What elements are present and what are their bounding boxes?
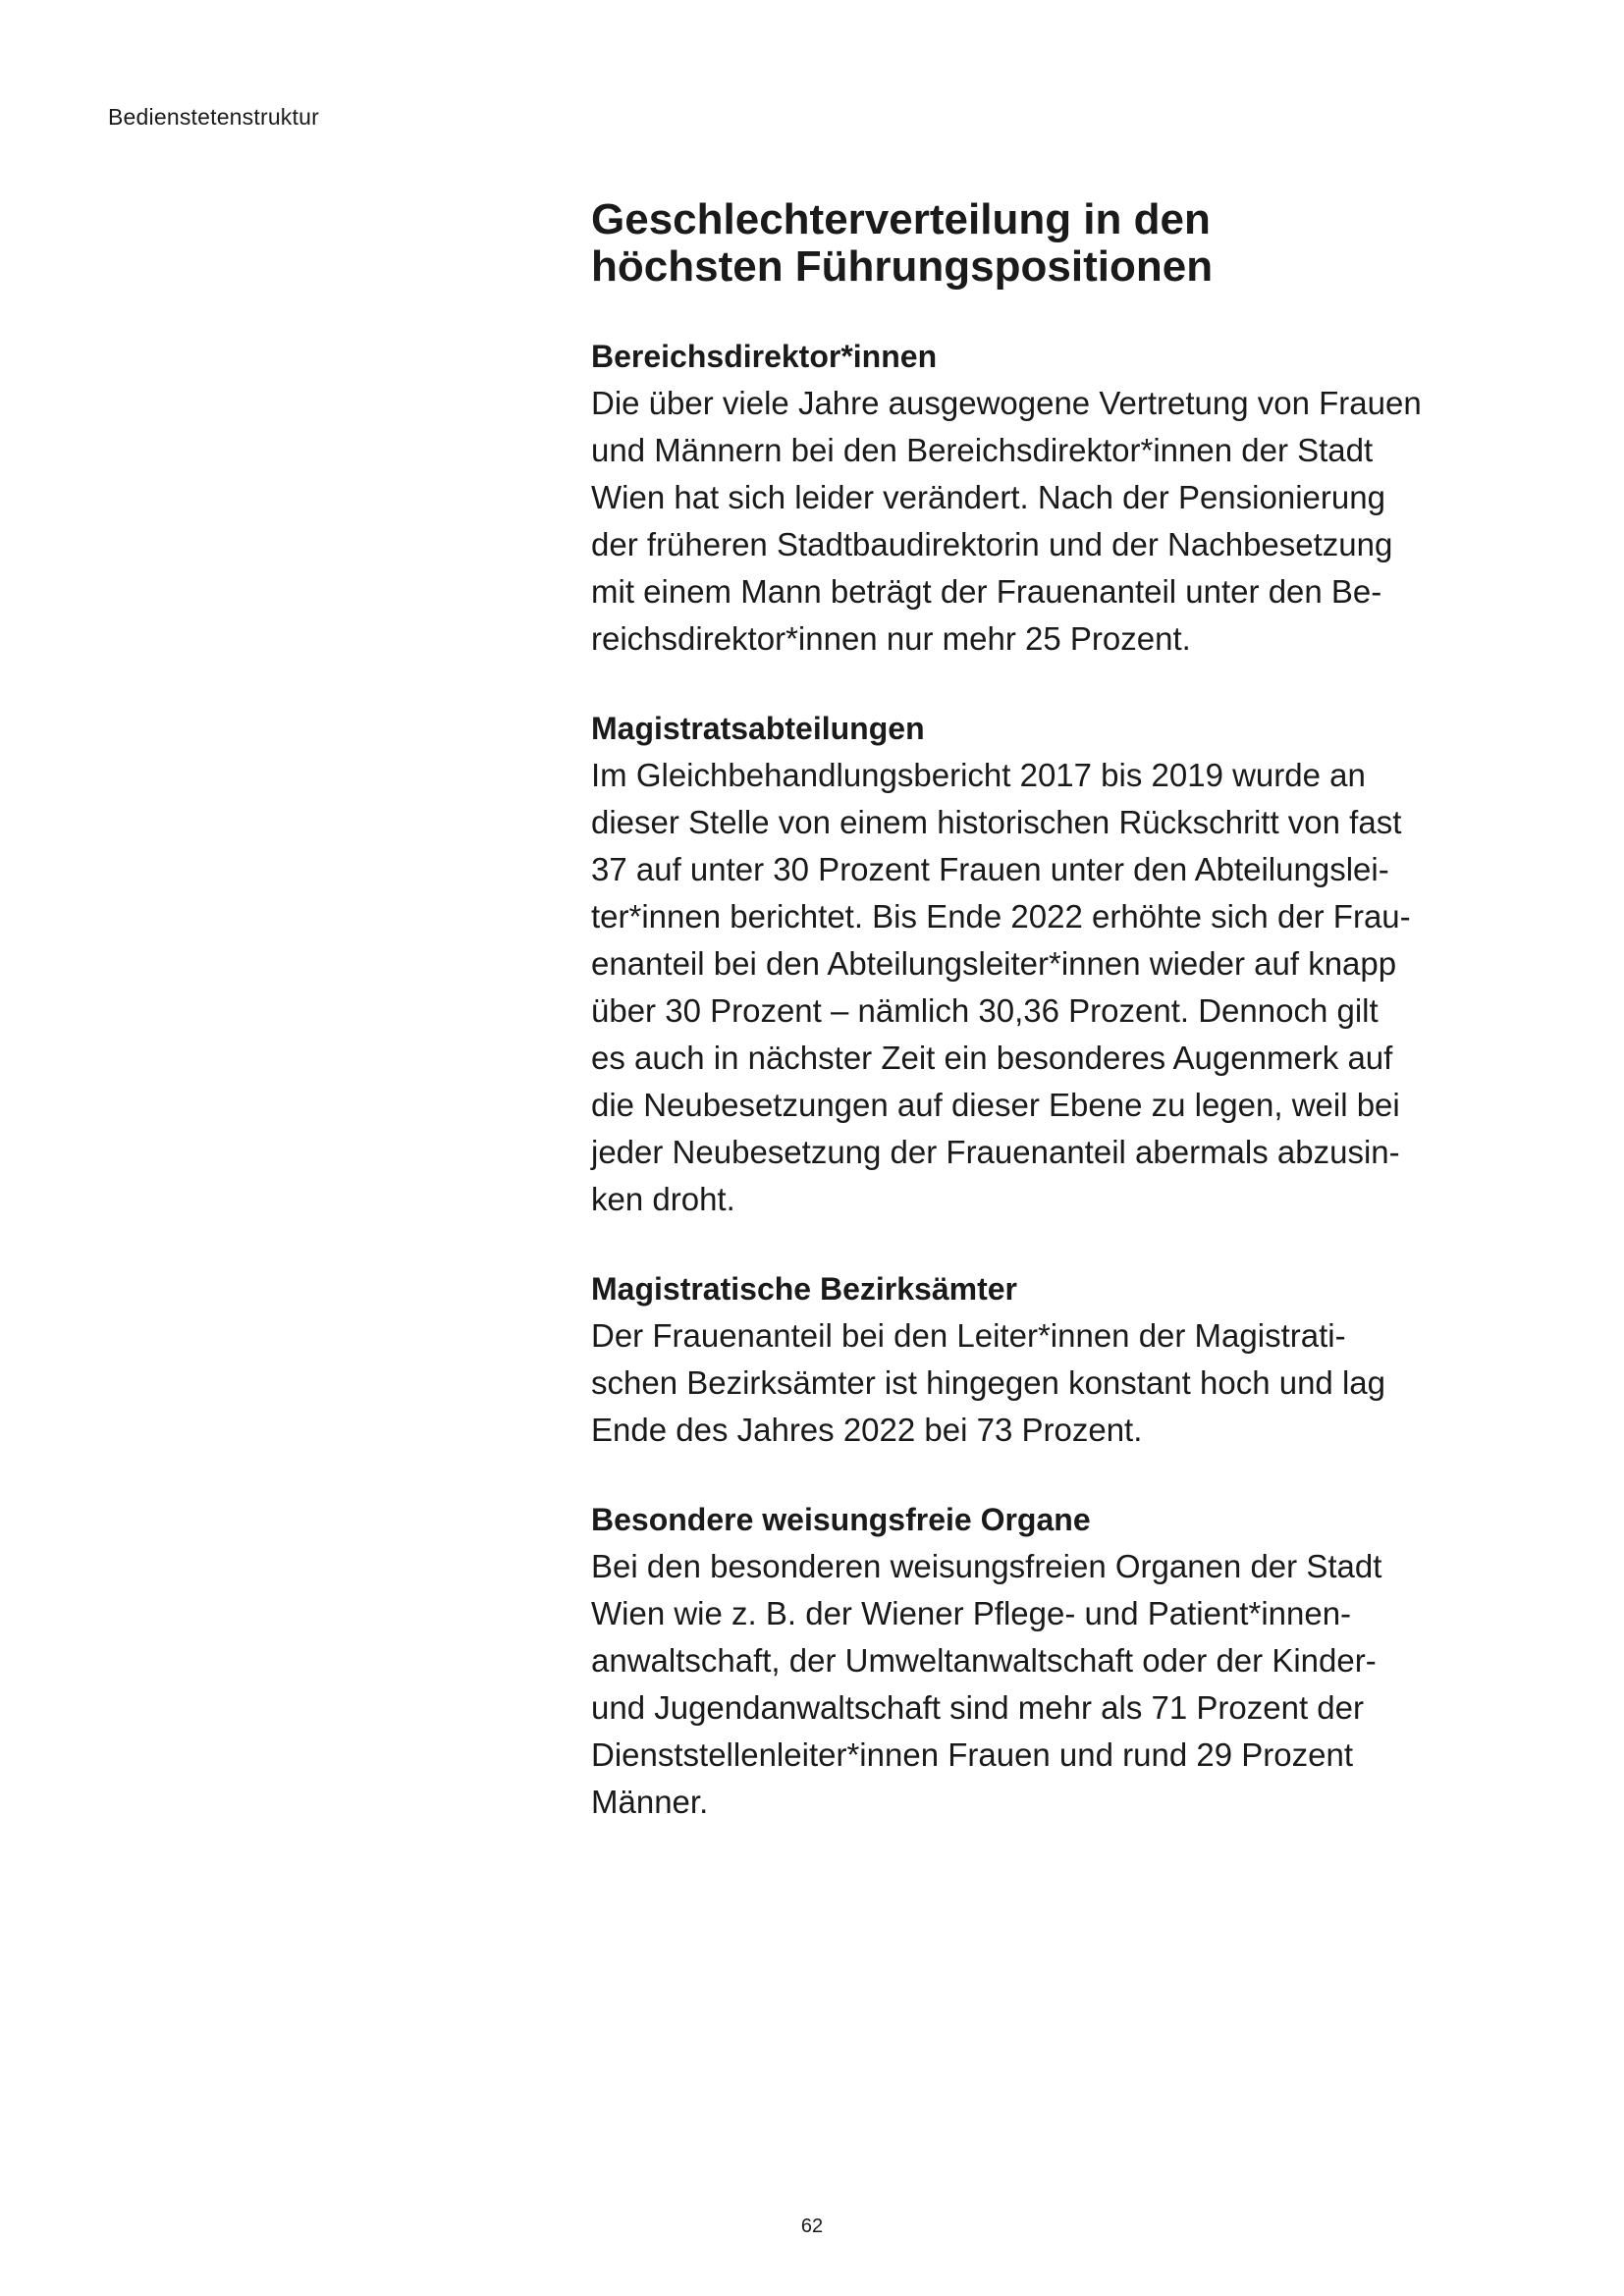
paragraph-line: der früheren Stadtbaudirektorin und der Nachbesetzung	[591, 526, 1393, 562]
paragraph-line: und Männern bei den Bereichsdirektor*innen der Stadt	[591, 432, 1374, 468]
paragraph-line: 37 auf unter 30 Prozent Frauen unter den Abteilungslei-	[591, 851, 1389, 887]
section-heading: Magistratische Bezirksämter	[591, 1271, 1017, 1307]
paragraph-line: Männer.	[591, 1784, 709, 1820]
paragraph-line: Wien hat sich leider verändert. Nach der Pensionierung	[591, 479, 1385, 515]
paragraph-line: über 30 Prozent – nämlich 30,36 Prozent. Dennoch gilt	[591, 992, 1379, 1029]
paragraph-line: jeder Neubesetzung der Frauenanteil abermals abzusin-	[591, 1134, 1400, 1170]
page-title-line-2: höchsten Führungspositionen	[591, 242, 1214, 291]
paragraph-line: Der Frauenanteil bei den Leiter*innen der Magistrati-	[591, 1317, 1346, 1354]
section-weisungsfreie-organe	[591, 1496, 1475, 1826]
section-paragraph	[591, 1543, 1475, 1826]
page-title-line-1: Geschlechterverteilung in den	[591, 195, 1211, 243]
section-heading: Magistratsabteilungen	[591, 711, 925, 746]
section-bereichsdirektorinnen	[591, 333, 1475, 663]
section-heading: Bereichsdirektor*innen	[591, 339, 938, 374]
paragraph-line: ter*innen berichtet. Bis Ende 2022 erhöhte sich der Frau-	[591, 898, 1411, 934]
section-paragraph	[591, 380, 1475, 663]
paragraph-line: ken droht.	[591, 1181, 735, 1217]
page-number: 62	[800, 2216, 824, 2237]
paragraph-line: und Jugendanwaltschaft sind mehr als 71 Prozent der	[591, 1689, 1364, 1726]
section-paragraph	[591, 1312, 1475, 1454]
paragraph-line: schen Bezirksämter ist hingegen konstant hoch und lag	[591, 1364, 1385, 1401]
paragraph-line: anwaltschaft, der Umweltanwaltschaft oder der Kinder-	[591, 1642, 1377, 1679]
paragraph-line: Bei den besonderen weisungsfreien Organen der Stadt	[591, 1548, 1382, 1584]
paragraph-line: Im Gleichbehandlungsbericht 2017 bis 2019 wurde an	[591, 757, 1366, 793]
page-title	[591, 196, 1475, 291]
section-magistratische-bezirksaemter	[591, 1265, 1475, 1454]
section-paragraph	[591, 752, 1475, 1223]
section-heading: Besondere weisungsfreie Organe	[591, 1502, 1091, 1537]
paragraph-line: mit einem Mann beträgt der Frauenanteil unter den Be-	[591, 573, 1382, 610]
paragraph-line: die Neubesetzungen auf dieser Ebene zu legen, weil bei	[591, 1087, 1400, 1123]
main-content	[591, 196, 1475, 1826]
paragraph-line: reichsdirektor*innen nur mehr 25 Prozent.	[591, 620, 1191, 657]
paragraph-line: enanteil bei den Abteilungsleiter*innen wieder auf knapp	[591, 945, 1397, 982]
paragraph-line: es auch in nächster Zeit ein besonderes Augenmerk auf	[591, 1040, 1393, 1076]
paragraph-line: Dienststellenleiter*innen Frauen und rund 29 Prozent	[591, 1736, 1353, 1773]
paragraph-line: Ende des Jahres 2022 bei 73 Prozent.	[591, 1412, 1143, 1448]
paragraph-line: dieser Stelle von einem historischen Rückschritt von fast	[591, 804, 1402, 840]
running-header: Bedienstetenstruktur	[108, 104, 319, 130]
section-magistratsabteilungen	[591, 705, 1475, 1223]
paragraph-line: Wien wie z. B. der Wiener Pflege- und Patient*innen-	[591, 1595, 1352, 1631]
paragraph-line: Die über viele Jahre ausgewogene Vertretung von Frauen	[591, 385, 1422, 421]
